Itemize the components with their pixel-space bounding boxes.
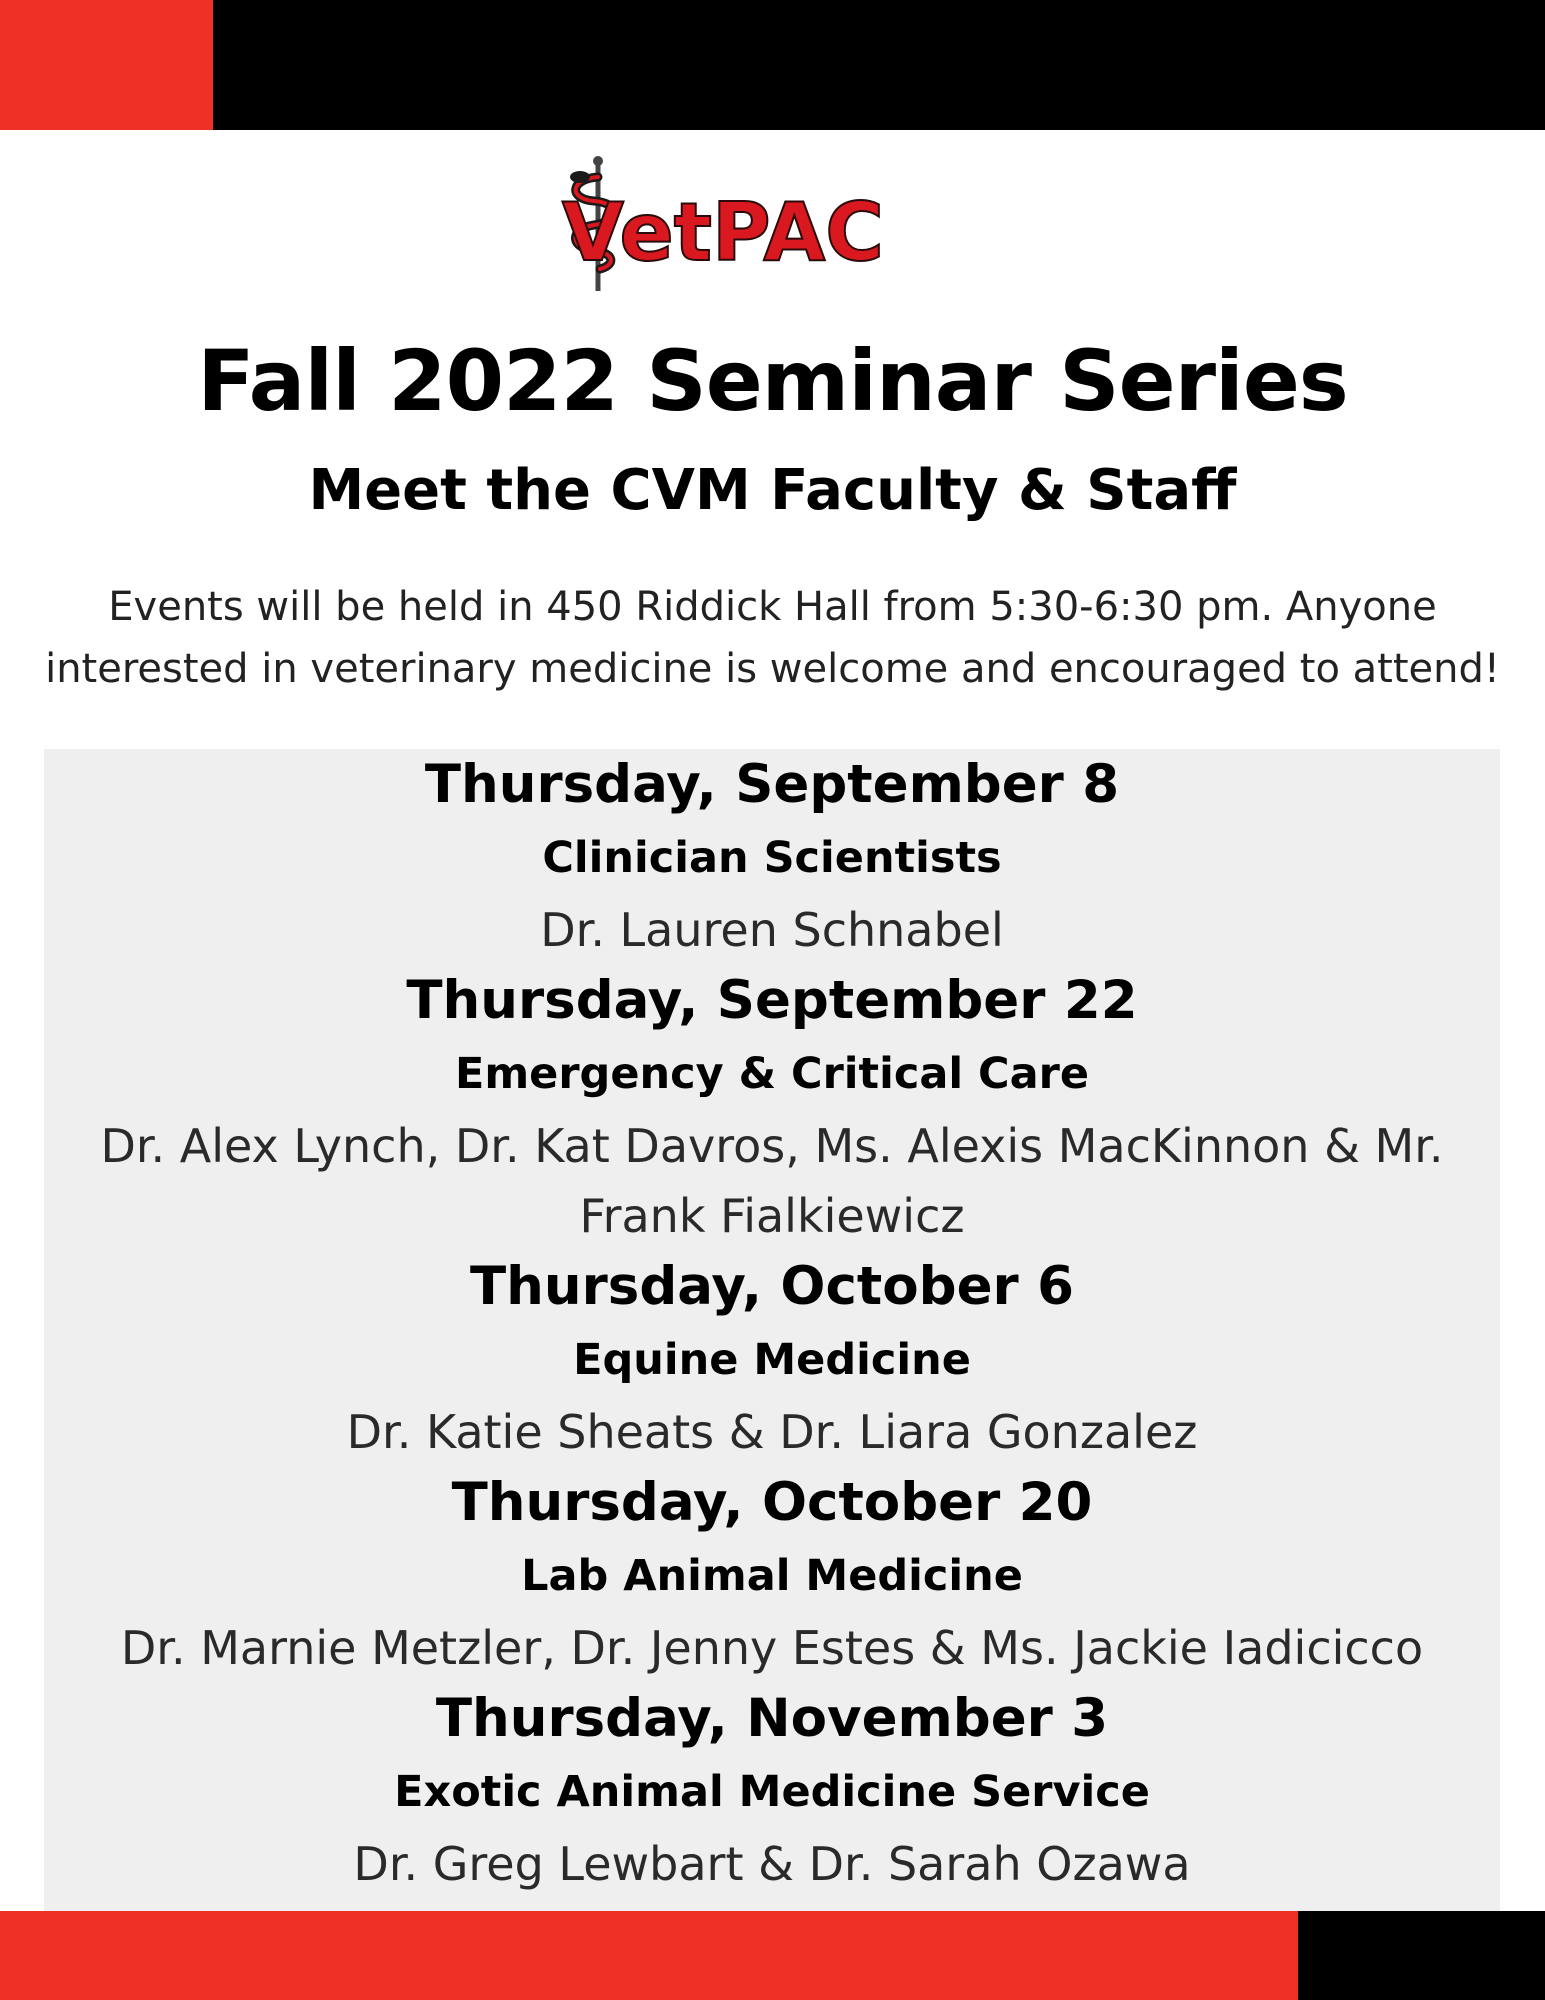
- top-red-bar: [0, 0, 213, 130]
- vetpac-logo: [550, 155, 980, 295]
- event-item: [44, 965, 1500, 1251]
- event-date: Thursday, November 3: [435, 1688, 1109, 1749]
- event-item: [44, 1467, 1500, 1683]
- intro-text: Events will be held in 450 Riddick Hall from 5:30-6:30 pm. Anyone interested in veterinary medicine is welcome and encouraged to attend!: [45, 584, 1500, 692]
- event-date: Thursday, September 8: [424, 754, 1120, 815]
- bottom-red-bar: [0, 1911, 1298, 2000]
- top-black-bar: [213, 0, 1545, 130]
- page-title: Fall 2022 Seminar Series: [197, 332, 1348, 430]
- event-topic: Emergency & Critical Care: [454, 1049, 1090, 1099]
- event-topic: Clinician Scientists: [542, 833, 1002, 883]
- event-speakers: Dr. Greg Lewbart & Dr. Sarah Ozawa: [353, 1837, 1191, 1891]
- event-topic: Lab Animal Medicine: [521, 1551, 1023, 1601]
- event-date: Thursday, September 22: [406, 970, 1138, 1031]
- event-topic: Exotic Animal Medicine Service: [394, 1767, 1150, 1817]
- event-speakers: Dr. Marnie Metzler, Dr. Jenny Estes & Ms. Jackie Iadicicco: [120, 1621, 1424, 1675]
- event-speakers: Dr. Lauren Schnabel: [540, 903, 1004, 957]
- logo-text: VetPAC: [562, 186, 884, 279]
- event-topic: Equine Medicine: [573, 1335, 971, 1385]
- event-speakers: Dr. Katie Sheats & Dr. Liara Gonzalez: [346, 1405, 1198, 1459]
- event-date: Thursday, October 20: [451, 1472, 1093, 1533]
- schedule-panel: [44, 749, 1500, 1911]
- event-item: [44, 1251, 1500, 1467]
- bottom-black-bar: [1298, 1911, 1545, 2000]
- event-speakers: Dr. Alex Lynch, Dr. Kat Davros, Ms. Alexis MacKinnon & Mr. Frank Fialkiewicz: [100, 1119, 1444, 1243]
- event-date: Thursday, October 6: [470, 1256, 1074, 1317]
- event-item: [44, 749, 1500, 965]
- page-subtitle: Meet the CVM Faculty & Staff: [308, 458, 1237, 523]
- event-item: [44, 1683, 1500, 1899]
